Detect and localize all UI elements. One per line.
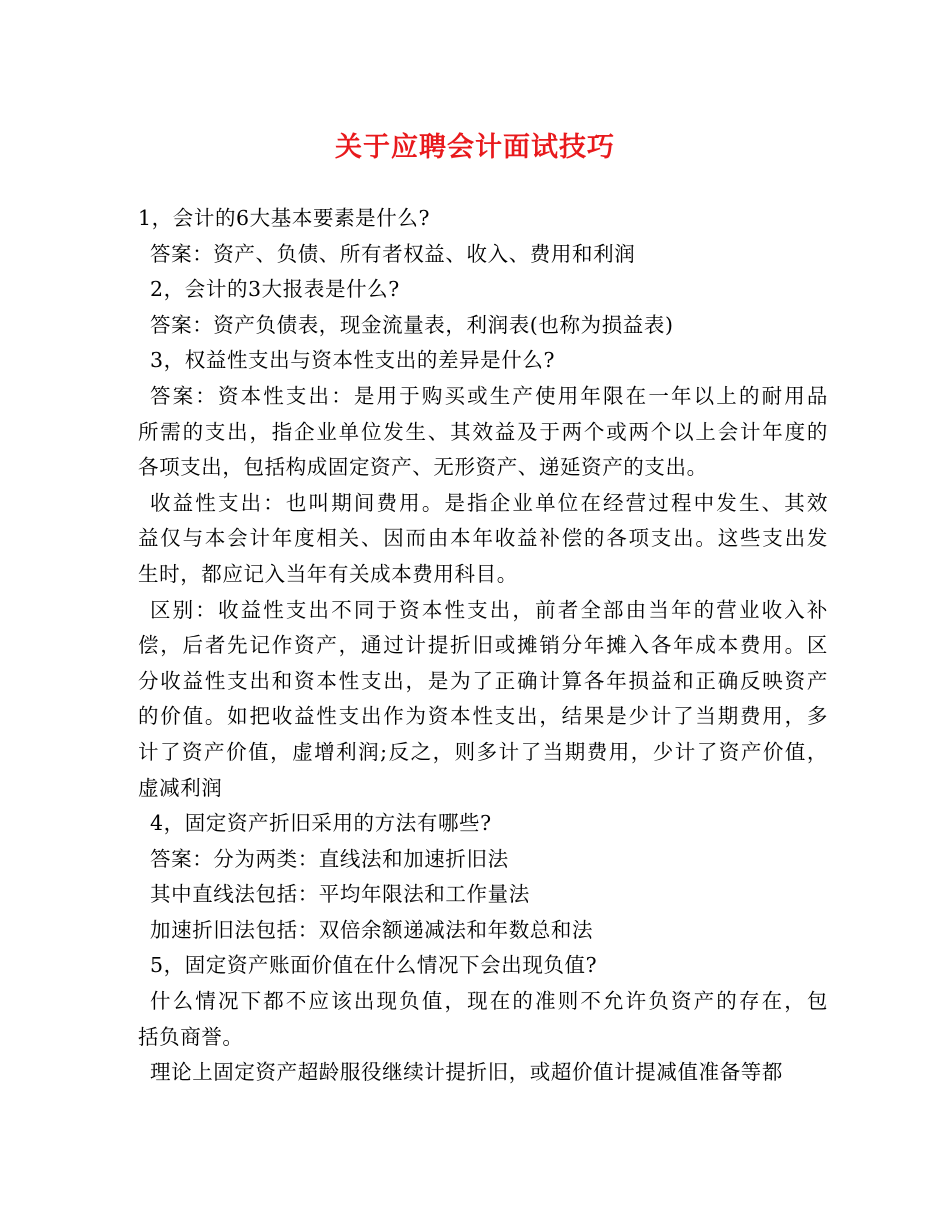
paragraph-line: 答案：资产负债表，现金流量表，利润表(也称为损益表) bbox=[150, 312, 674, 337]
paragraph-line: 虚减利润 bbox=[138, 775, 223, 800]
paragraph-line: 所需的支出，指企业单位发生、其效益及于两个或两个以上会计年度的 bbox=[138, 419, 828, 444]
paragraph-line: 1，会计的6大基本要素是什么? bbox=[138, 206, 431, 230]
document-body bbox=[138, 201, 828, 1091]
document-title: 关于应聘会计面试技巧 bbox=[335, 132, 615, 163]
paragraph-line: 区别：收益性支出不同于资本性支出，前者全部由当年的营业收入补 bbox=[150, 597, 828, 622]
paragraph-line: 2，会计的3大报表是什么? bbox=[150, 277, 400, 302]
paragraph-line: 收益性支出：也叫期间费用。是指企业单位在经营过程中发生、其效 bbox=[150, 490, 828, 515]
paragraph-line: 答案：资产、负债、所有者权益、收入、费用和利润 bbox=[150, 241, 636, 266]
paragraph-line: 生时，都应记入当年有关成本费用科目。 bbox=[138, 561, 518, 586]
paragraph-line: 益仅与本会计年度相关、因而由本年收益补偿的各项支出。这些支出发 bbox=[138, 526, 828, 551]
paragraph-line: 偿，后者先记作资产，通过计提折旧或摊销分年摊入各年成本费用。区 bbox=[138, 633, 828, 658]
paragraph-line: 的价值。如把收益性支出作为资本性支出，结果是少计了当期费用，多 bbox=[138, 704, 828, 729]
paragraph-line: 各项支出，包括构成固定资产、无形资产、递延资产的支出。 bbox=[138, 455, 708, 480]
paragraph-line: 4，固定资产折旧采用的方法有哪些? bbox=[150, 811, 492, 836]
paragraph-line: 5，固定资产账面价值在什么情况下会出现负值? bbox=[150, 953, 598, 978]
paragraph-line: 计了资产价值，虚增利润;反之，则多计了当期费用，少计了资产价值， bbox=[138, 739, 828, 764]
paragraph-line: 3，权益性支出与资本性支出的差异是什么? bbox=[150, 348, 556, 373]
paragraph-line: 理论上固定资产超龄服役继续计提折旧，或超价值计提减值准备等都 bbox=[150, 1060, 783, 1085]
paragraph-line: 什么情况下都不应该出现负值，现在的准则不允许负资产的存在，包 bbox=[150, 989, 828, 1014]
paragraph-line: 答案：分为两类：直线法和加速折旧法 bbox=[150, 846, 509, 871]
paragraph-line: 括负商誉。 bbox=[138, 1024, 244, 1049]
paragraph-line: 加速折旧法包括：双倍余额递减法和年数总和法 bbox=[150, 917, 594, 942]
paragraph-line: 分收益性支出和资本性支出，是为了正确计算各年损益和正确反映资产 bbox=[138, 668, 828, 693]
paragraph-line: 其中直线法包括：平均年限法和工作量法 bbox=[150, 882, 530, 907]
paragraph-line: 答案：资本性支出：是用于购买或生产使用年限在一年以上的耐用品 bbox=[150, 383, 828, 408]
